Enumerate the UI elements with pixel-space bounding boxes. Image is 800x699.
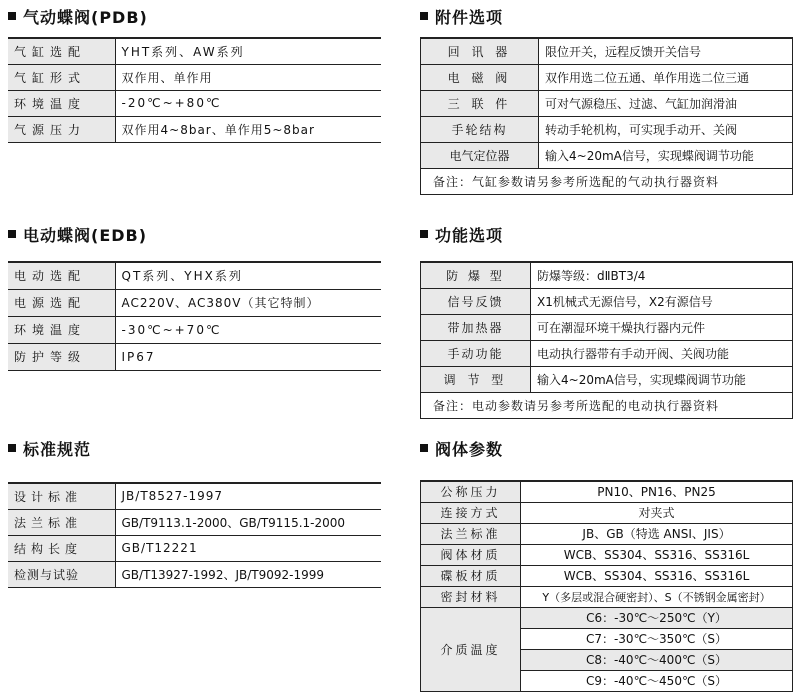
table-row [421,64,793,90]
accessory-value: 可对气源稳压、过滤、气缸加润滑油 [539,90,793,116]
table-row [421,607,793,628]
table-row [421,142,793,168]
temp-value: C6：-30℃～250℃（Y） [521,607,793,628]
pdb-key: 气源压力 [8,116,115,142]
bullet-square-icon [8,12,16,20]
temp-key: 介质温度 [421,607,521,691]
table-row [421,523,793,544]
table-row [8,38,381,64]
pdb-key: 气缸选配 [8,38,115,64]
table-row [8,561,381,587]
pdb-table [8,37,381,143]
function-value: X1机械式无源信号，X2有源信号 [531,288,793,314]
function-key: 防 爆 型 [421,262,531,288]
pdb-value: 双作用、单作用 [115,64,381,90]
edb-key: 环境温度 [8,316,115,343]
edb-value: -30℃~+70℃ [115,316,381,343]
pdb-value: YHT系列、AW系列 [115,38,381,64]
standard-key: 结构长度 [8,535,115,561]
bullet-square-icon [420,12,428,20]
pdb-title: 气动蝶阀(PDB) [23,8,148,27]
param-value: JB、GB（特选 ANSI、JIS） [521,523,793,544]
table-row [8,535,381,561]
accessory-value: 输入4~20mA信号，实现蝶阀调节功能 [539,142,793,168]
temp-value: C7：-30℃～350℃（S） [521,628,793,649]
table-row [421,481,793,502]
functions-note: 备注：电动参数请另参考所选配的电动执行器资料 [421,392,793,418]
param-key: 密封材料 [421,586,521,607]
table-row [421,502,793,523]
table-row [8,64,381,90]
param-value: PN10、PN16、PN25 [521,481,793,502]
table-row [421,38,793,64]
table-row [8,116,381,142]
table-row [421,366,793,392]
function-value: 可在潮湿环境干燥执行器内元件 [531,314,793,340]
edb-key: 电源选配 [8,289,115,316]
temp-value: C8：-40℃～400℃（S） [521,649,793,670]
param-value: WCB、SS304、SS316、SS316L [521,544,793,565]
table-row [421,340,793,366]
table-row [421,288,793,314]
edb-value: IP67 [115,343,381,370]
edb-key: 电动选配 [8,262,115,289]
body-params-title: 阀体参数 [435,440,504,459]
standards-title: 标准规范 [23,440,92,459]
param-value: 对夹式 [521,502,793,523]
param-key: 公称压力 [421,481,521,502]
bullet-square-icon [420,230,428,238]
table-row [8,289,381,316]
accessory-value: 转动手轮机构，可实现手动开、关阀 [539,116,793,142]
table-row [421,262,793,288]
accessories-table [420,37,793,195]
standard-value: GB/T12221 [115,535,381,561]
standard-value: JB/T8527-1997 [115,483,381,509]
edb-key: 防护等级 [8,343,115,370]
accessory-key: 手轮结构 [421,116,539,142]
pdb-value: 双作用4~8bar、单作用5~8bar [115,116,381,142]
function-value: 电动执行器带有手动开阀、关阀功能 [531,340,793,366]
edb-title: 电动蝶阀(EDB) [23,226,148,245]
standards-table [8,482,381,588]
edb-heading [8,226,147,246]
standard-value: GB/T13927-1992、JB/T9092-1999 [115,561,381,587]
pdb-key: 环境温度 [8,90,115,116]
functions-title: 功能选项 [435,226,504,245]
bullet-square-icon [420,444,428,452]
standard-key: 设计标准 [8,483,115,509]
table-row [8,316,381,343]
function-key: 调 节 型 [421,366,531,392]
function-key: 带加热器 [421,314,531,340]
table-row [421,116,793,142]
functions-table [420,261,793,419]
table-row [8,90,381,116]
function-key: 信号反馈 [421,288,531,314]
param-key: 法兰标准 [421,523,521,544]
table-row [421,392,793,418]
edb-value: QT系列、YHX系列 [115,262,381,289]
edb-table [8,261,381,371]
bullet-square-icon [8,444,16,452]
table-row [421,565,793,586]
param-key: 连接方式 [421,502,521,523]
accessory-key: 回 讯 器 [421,38,539,64]
pdb-value: -20℃~+80℃ [115,90,381,116]
accessory-value: 双作用选二位五通、单作用选二位三通 [539,64,793,90]
table-row [8,262,381,289]
table-row [8,343,381,370]
param-value: Y（多层或混合硬密封）、S（不锈钢金属密封） [521,586,793,607]
edb-value: AC220V、AC380V（其它特制） [115,289,381,316]
pdb-heading [8,8,148,28]
function-value: 输入4~20mA信号，实现蝶阀调节功能 [531,366,793,392]
param-key: 碟板材质 [421,565,521,586]
accessory-value: 限位开关，远程反馈开关信号 [539,38,793,64]
param-value: WCB、SS304、SS316、SS316L [521,565,793,586]
accessories-note: 备注：气缸参数请另参考所选配的气动执行器资料 [421,168,793,194]
param-key: 阀体材质 [421,544,521,565]
pdb-key: 气缸形式 [8,64,115,90]
standard-key: 法兰标准 [8,509,115,535]
standards-heading [8,440,91,460]
body-params-heading [420,440,503,460]
function-value: 防爆等级：dⅡBT3/4 [531,262,793,288]
accessory-key: 电 磁 阀 [421,64,539,90]
table-row [421,90,793,116]
body-params-table [420,480,793,692]
table-row [421,168,793,194]
bullet-square-icon [8,230,16,238]
standard-key: 检测与试验 [8,561,115,587]
table-row [8,483,381,509]
standard-value: GB/T9113.1-2000、GB/T9115.1-2000 [115,509,381,535]
accessories-title: 附件选项 [435,8,504,27]
table-row [8,509,381,535]
accessory-key: 电气定位器 [421,142,539,168]
accessories-heading [420,8,503,28]
temp-value: C9：-40℃～450℃（S） [521,670,793,691]
functions-heading [420,226,503,246]
table-row [421,586,793,607]
accessory-key: 三 联 件 [421,90,539,116]
function-key: 手动功能 [421,340,531,366]
table-row [421,544,793,565]
table-row [421,314,793,340]
